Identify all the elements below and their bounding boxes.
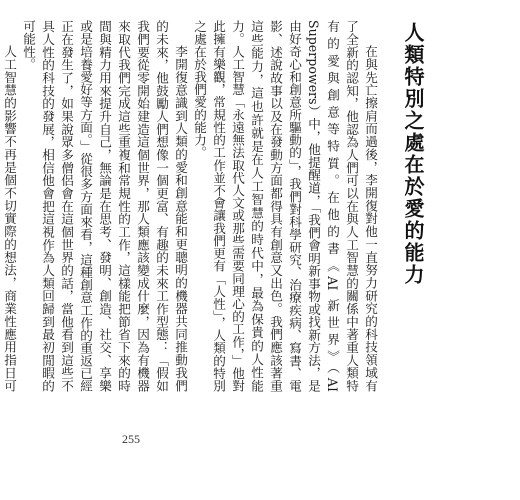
chapter-title: 人類特別之處在於愛的能力 <box>401 22 425 286</box>
paragraph: 李開復意識到人類的愛和創意能和更聰明的機器共同推動我們的未來，他鼓勵人們想像一個更富、有趣的未來工作型態：「假如我們要從零開始建造這個世界，那人類應該變成什麼，因為有機器來取代我們完成這些重複和常規性的工作，這樣能把節省下來的時間與精力用來提升自己，無論是在思考、發明、創造、社交、享樂或是培養愛好等方面。」從很多方面來看，這種創意工作的重返已經正在發生了，如果說眾多僧侶會在這個世界的話，當他看到這些不具人性的科技的發展，相信他會把這視作為人類回歸到最初閒暇的可能性。 <box>21 20 188 392</box>
paragraph: 在與先亡擦肩而過後，李開復對他一直努力研究的科技領域有了全新的認知，他認為人們可以在與人工智慧的關係中著重人類特有的愛與創意等特質。在他的書《AI 新世界》（AI Superpowers）中，他提醒道，「我們會明新事物或找新方法，是由好奇心和創意所驅動的」，我們對科學研究、治療疾病、寫書、電影、述說故事以及在發動方面都得具有創意又出色。我們應該著重這些能力，這也許就是在人工智慧的時代中，最為保貴的人性能力。人工智慧「永遠無法取代人文或那些需要同理心的工作，」他對此擁有樂觀，常規性的工作並不會讓我們更有「人性」，人類的特別之處在於我們愛的能力。 <box>192 20 378 392</box>
page-number: 255 <box>122 432 140 446</box>
paragraph: 人工智慧的影響不再是個不切實際的想法，商業性應用指日可 <box>2 45 17 392</box>
body-text <box>0 20 380 392</box>
